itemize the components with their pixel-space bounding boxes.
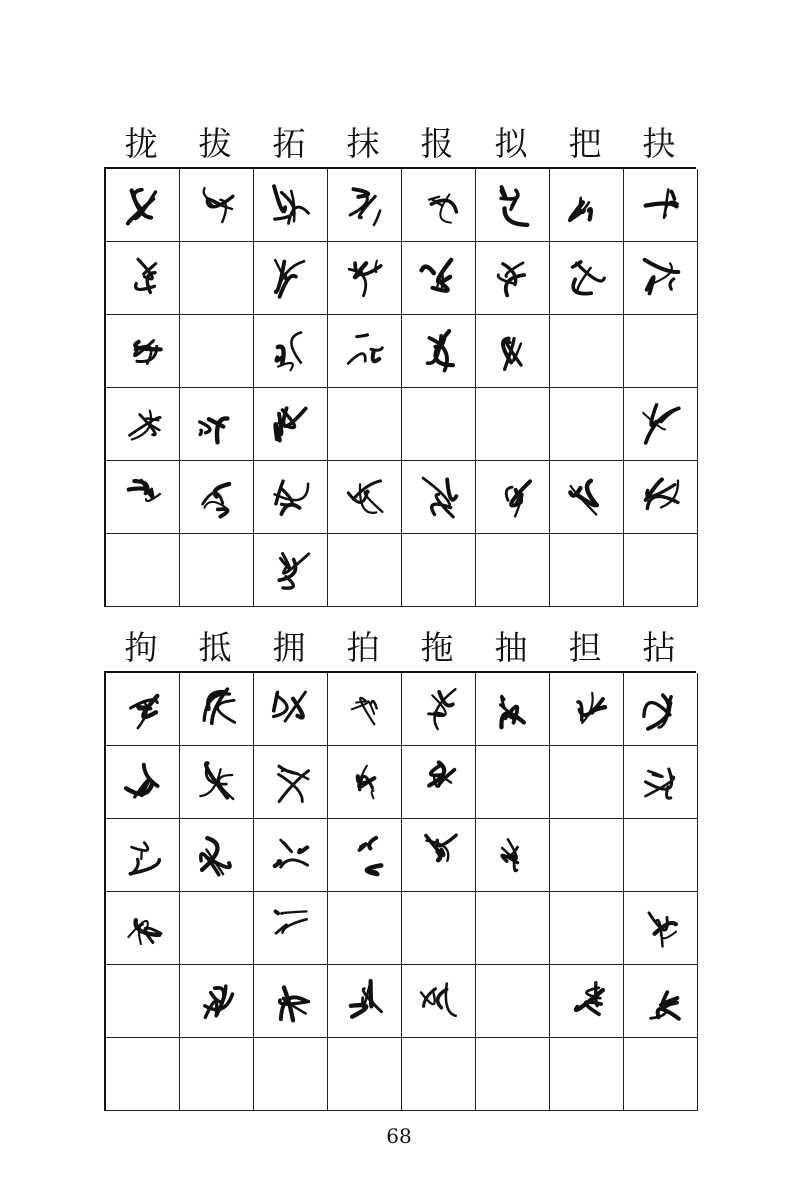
table-cell bbox=[106, 461, 180, 534]
seal-glyph-illustration bbox=[635, 902, 687, 954]
table-cell bbox=[254, 388, 328, 461]
table-cell bbox=[402, 1038, 476, 1111]
seal-glyph-illustration bbox=[339, 325, 391, 377]
table-cell bbox=[402, 892, 476, 965]
table-cell bbox=[402, 388, 476, 461]
seal-glyph-illustration bbox=[339, 252, 391, 304]
seal-glyph-illustration bbox=[339, 683, 391, 735]
table-cell bbox=[624, 1038, 698, 1111]
seal-glyph-illustration bbox=[413, 829, 465, 881]
table-cell bbox=[402, 746, 476, 819]
table-cell bbox=[180, 461, 254, 534]
seal-glyph-illustration bbox=[339, 829, 391, 881]
header-character: 抽 bbox=[494, 627, 528, 667]
table-cell bbox=[254, 965, 328, 1038]
header-character: 拓 bbox=[272, 123, 306, 163]
seal-glyph-illustration bbox=[117, 902, 169, 954]
table-cell bbox=[254, 169, 328, 242]
table-cell bbox=[550, 1038, 624, 1111]
table-cell bbox=[476, 965, 550, 1038]
table-cell bbox=[106, 965, 180, 1038]
table-cell bbox=[180, 746, 254, 819]
seal-glyph-illustration bbox=[413, 325, 465, 377]
header-character: 拘 bbox=[124, 627, 158, 667]
table-cell bbox=[328, 169, 402, 242]
seal-glyph-illustration bbox=[413, 756, 465, 808]
seal-glyph-illustration bbox=[191, 179, 243, 231]
table-cell bbox=[106, 746, 180, 819]
seal-glyph-illustration bbox=[265, 325, 317, 377]
table-cell bbox=[476, 242, 550, 315]
table-cell bbox=[476, 892, 550, 965]
table-cell bbox=[402, 534, 476, 607]
table-cell bbox=[180, 892, 254, 965]
header-character: 担 bbox=[568, 627, 602, 667]
table-cell bbox=[624, 534, 698, 607]
table-cell bbox=[624, 388, 698, 461]
header-character: 抉 bbox=[642, 123, 676, 163]
seal-script-table-1 bbox=[104, 167, 696, 607]
table-cell bbox=[254, 461, 328, 534]
table-cell bbox=[180, 965, 254, 1038]
table-cell bbox=[328, 892, 402, 965]
seal-glyph-illustration bbox=[413, 471, 465, 523]
seal-glyph-illustration bbox=[561, 179, 613, 231]
table-cell bbox=[254, 892, 328, 965]
table-cell bbox=[550, 965, 624, 1038]
table-cell bbox=[328, 534, 402, 607]
seal-glyph-illustration bbox=[117, 252, 169, 304]
table-cell bbox=[328, 1038, 402, 1111]
header-character: 拈 bbox=[642, 627, 676, 667]
table-cell bbox=[476, 673, 550, 746]
table-cell bbox=[328, 242, 402, 315]
seal-glyph-illustration bbox=[635, 471, 687, 523]
header-character: 抹 bbox=[346, 123, 380, 163]
table-cell bbox=[550, 673, 624, 746]
seal-glyph-illustration bbox=[265, 683, 317, 735]
table-cell bbox=[328, 315, 402, 388]
table-cell bbox=[254, 534, 328, 607]
table-cell bbox=[550, 819, 624, 892]
header-row-1 bbox=[104, 118, 696, 168]
header-character: 拢 bbox=[124, 123, 158, 163]
table-cell bbox=[550, 892, 624, 965]
seal-glyph-illustration bbox=[635, 398, 687, 450]
table-cell bbox=[402, 315, 476, 388]
table-cell bbox=[476, 1038, 550, 1111]
table-cell bbox=[254, 315, 328, 388]
table-cell bbox=[180, 673, 254, 746]
table-cell bbox=[624, 673, 698, 746]
seal-glyph-illustration bbox=[487, 683, 539, 735]
table-cell bbox=[254, 242, 328, 315]
header-character: 报 bbox=[420, 123, 454, 163]
table-cell bbox=[624, 819, 698, 892]
table-cell bbox=[476, 315, 550, 388]
table-cell bbox=[106, 169, 180, 242]
seal-glyph-illustration bbox=[265, 179, 317, 231]
seal-glyph-illustration bbox=[191, 829, 243, 881]
table-cell bbox=[550, 746, 624, 819]
table-cell bbox=[328, 819, 402, 892]
seal-glyph-illustration bbox=[561, 975, 613, 1027]
header-character: 拍 bbox=[346, 627, 380, 667]
table-cell bbox=[180, 534, 254, 607]
table-cell bbox=[106, 315, 180, 388]
table-cell bbox=[328, 388, 402, 461]
seal-glyph-illustration bbox=[191, 756, 243, 808]
table-cell bbox=[402, 242, 476, 315]
table-cell bbox=[106, 242, 180, 315]
seal-glyph-illustration bbox=[117, 325, 169, 377]
table-cell bbox=[180, 388, 254, 461]
table-cell bbox=[476, 461, 550, 534]
seal-glyph-illustration bbox=[561, 683, 613, 735]
table-cell bbox=[624, 965, 698, 1038]
table-cell bbox=[254, 1038, 328, 1111]
seal-glyph-illustration bbox=[487, 325, 539, 377]
seal-glyph-illustration bbox=[487, 252, 539, 304]
table-cell bbox=[328, 965, 402, 1038]
table-cell bbox=[550, 242, 624, 315]
table-cell bbox=[402, 965, 476, 1038]
seal-glyph-illustration bbox=[635, 975, 687, 1027]
seal-glyph-illustration bbox=[561, 252, 613, 304]
table-cell bbox=[402, 819, 476, 892]
table-cell bbox=[476, 169, 550, 242]
table-cell bbox=[550, 315, 624, 388]
header-character: 抵 bbox=[198, 627, 232, 667]
header-character: 拔 bbox=[198, 123, 232, 163]
seal-glyph-illustration bbox=[487, 179, 539, 231]
seal-glyph-illustration bbox=[191, 683, 243, 735]
table-cell bbox=[106, 534, 180, 607]
table-cell bbox=[106, 892, 180, 965]
seal-glyph-illustration bbox=[339, 471, 391, 523]
header-character: 拟 bbox=[494, 123, 528, 163]
table-cell bbox=[180, 169, 254, 242]
header-character: 拖 bbox=[420, 627, 454, 667]
seal-glyph-illustration bbox=[117, 829, 169, 881]
table-cell bbox=[624, 242, 698, 315]
seal-glyph-illustration bbox=[117, 683, 169, 735]
header-character: 把 bbox=[568, 123, 602, 163]
table-cell bbox=[402, 673, 476, 746]
table-cell bbox=[624, 461, 698, 534]
table-cell bbox=[180, 315, 254, 388]
seal-glyph-illustration bbox=[635, 756, 687, 808]
seal-glyph-illustration bbox=[191, 471, 243, 523]
seal-glyph-illustration bbox=[117, 471, 169, 523]
seal-glyph-illustration bbox=[265, 471, 317, 523]
table-cell bbox=[180, 819, 254, 892]
table-cell bbox=[402, 461, 476, 534]
table-cell bbox=[476, 819, 550, 892]
header-row-2 bbox=[104, 622, 696, 672]
seal-glyph-illustration bbox=[413, 683, 465, 735]
table-cell bbox=[476, 746, 550, 819]
seal-glyph-illustration bbox=[487, 829, 539, 881]
table-cell bbox=[328, 461, 402, 534]
table-cell bbox=[254, 673, 328, 746]
seal-glyph-illustration bbox=[339, 975, 391, 1027]
seal-glyph-illustration bbox=[339, 179, 391, 231]
table-cell bbox=[476, 388, 550, 461]
seal-glyph-illustration bbox=[413, 179, 465, 231]
table-cell bbox=[254, 746, 328, 819]
table-cell bbox=[624, 315, 698, 388]
table-cell bbox=[624, 169, 698, 242]
table-cell bbox=[550, 388, 624, 461]
seal-glyph-illustration bbox=[635, 683, 687, 735]
seal-glyph-illustration bbox=[487, 471, 539, 523]
table-cell bbox=[624, 892, 698, 965]
table-cell bbox=[624, 746, 698, 819]
seal-glyph-illustration bbox=[413, 252, 465, 304]
seal-glyph-illustration bbox=[265, 252, 317, 304]
table-cell bbox=[476, 534, 550, 607]
seal-script-table-2 bbox=[104, 671, 696, 1111]
table-cell bbox=[106, 673, 180, 746]
header-character: 拥 bbox=[272, 627, 306, 667]
table-cell bbox=[328, 746, 402, 819]
seal-glyph-illustration bbox=[117, 179, 169, 231]
seal-glyph-illustration bbox=[265, 975, 317, 1027]
seal-glyph-illustration bbox=[635, 179, 687, 231]
seal-glyph-illustration bbox=[265, 756, 317, 808]
seal-glyph-illustration bbox=[117, 398, 169, 450]
table-cell bbox=[180, 242, 254, 315]
table-cell bbox=[550, 461, 624, 534]
seal-glyph-illustration bbox=[561, 471, 613, 523]
table-cell bbox=[328, 673, 402, 746]
table-cell bbox=[106, 388, 180, 461]
table-cell bbox=[254, 819, 328, 892]
seal-glyph-illustration bbox=[265, 829, 317, 881]
seal-glyph-illustration bbox=[339, 756, 391, 808]
table-cell bbox=[550, 169, 624, 242]
seal-glyph-illustration bbox=[265, 398, 317, 450]
seal-glyph-illustration bbox=[191, 398, 243, 450]
seal-glyph-illustration bbox=[191, 975, 243, 1027]
page-number: 68 bbox=[386, 1124, 412, 1148]
table-cell bbox=[550, 534, 624, 607]
table-cell bbox=[106, 1038, 180, 1111]
table-cell bbox=[180, 1038, 254, 1111]
seal-glyph-illustration bbox=[265, 902, 317, 954]
table-cell bbox=[106, 819, 180, 892]
seal-glyph-illustration bbox=[117, 756, 169, 808]
table-cell bbox=[402, 169, 476, 242]
seal-glyph-illustration bbox=[265, 544, 317, 596]
seal-glyph-illustration bbox=[635, 252, 687, 304]
seal-glyph-illustration bbox=[413, 975, 465, 1027]
